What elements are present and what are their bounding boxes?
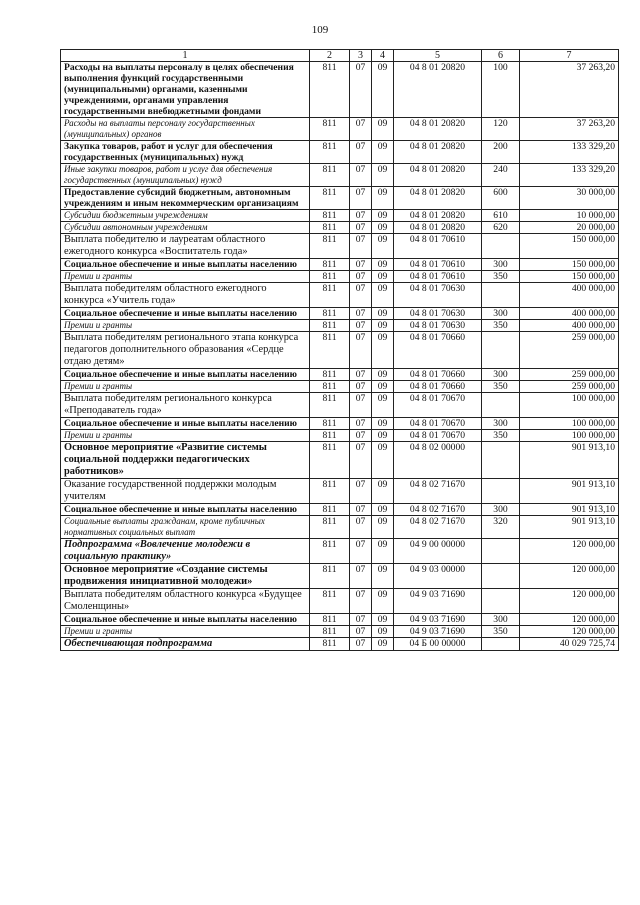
- target-article-cell: 04 8 01 70670: [394, 430, 482, 442]
- expense-type-cell: [482, 234, 520, 259]
- table-header-row: [61, 50, 619, 62]
- target-article-cell: 04 8 01 70670: [394, 418, 482, 430]
- subsection-cell: 09: [372, 589, 394, 614]
- row-name-cell: Социальное обеспечение и иные выплаты населению: [61, 418, 310, 430]
- amount-cell: 120 000,00: [520, 626, 619, 638]
- code-cell: 811: [310, 442, 350, 479]
- expense-type-cell: 350: [482, 381, 520, 393]
- section-cell: 07: [350, 332, 372, 369]
- row-name-cell: Иные закупки товаров, работ и услуг для обеспечения государственных (муниципальных) нужд: [61, 164, 310, 187]
- code-cell: 811: [310, 638, 350, 651]
- target-article-cell: 04 8 01 20820: [394, 118, 482, 141]
- section-cell: 07: [350, 210, 372, 222]
- code-cell: 811: [310, 234, 350, 259]
- section-cell: 07: [350, 589, 372, 614]
- table-row: [61, 332, 619, 369]
- expense-type-cell: 350: [482, 320, 520, 332]
- section-cell: 07: [350, 614, 372, 626]
- subsection-cell: 09: [372, 271, 394, 283]
- expense-type-cell: 200: [482, 141, 520, 164]
- expense-type-cell: [482, 393, 520, 418]
- amount-cell: 901 913,10: [520, 516, 619, 539]
- target-article-cell: 04 Б 00 00000: [394, 638, 482, 651]
- subsection-cell: 09: [372, 504, 394, 516]
- expense-type-cell: 620: [482, 222, 520, 234]
- row-name-cell: Закупка товаров, работ и услуг для обеспечения государственных (муниципальных) нужд: [61, 141, 310, 164]
- code-cell: 811: [310, 62, 350, 118]
- code-cell: 811: [310, 164, 350, 187]
- subsection-cell: 09: [372, 164, 394, 187]
- target-article-cell: 04 8 01 70630: [394, 320, 482, 332]
- code-cell: 811: [310, 308, 350, 320]
- amount-cell: 901 913,10: [520, 442, 619, 479]
- row-name-cell: Обеспечивающая подпрограмма: [61, 638, 310, 651]
- row-name-cell: Подпрограмма «Вовлечение молодежи в социальную практику»: [61, 539, 310, 564]
- code-cell: 811: [310, 589, 350, 614]
- section-cell: 07: [350, 141, 372, 164]
- section-cell: 07: [350, 418, 372, 430]
- table-row: [61, 222, 619, 234]
- amount-cell: 30 000,00: [520, 187, 619, 210]
- code-cell: 811: [310, 141, 350, 164]
- target-article-cell: 04 9 03 71690: [394, 614, 482, 626]
- table-row: [61, 539, 619, 564]
- subsection-cell: 09: [372, 222, 394, 234]
- section-cell: 07: [350, 320, 372, 332]
- row-name-cell: Социальное обеспечение и иные выплаты населению: [61, 504, 310, 516]
- column-header: 7: [520, 50, 619, 62]
- expense-type-cell: 300: [482, 259, 520, 271]
- table-row: [61, 62, 619, 118]
- column-header: 1: [61, 50, 310, 62]
- target-article-cell: 04 8 02 71670: [394, 516, 482, 539]
- expense-type-cell: 300: [482, 614, 520, 626]
- amount-cell: 10 000,00: [520, 210, 619, 222]
- row-name-cell: Основное мероприятие «Создание системы продвижения инициативной молодежи»: [61, 564, 310, 589]
- section-cell: 07: [350, 564, 372, 589]
- amount-cell: 100 000,00: [520, 393, 619, 418]
- table-row: [61, 393, 619, 418]
- code-cell: 811: [310, 271, 350, 283]
- amount-cell: 120 000,00: [520, 589, 619, 614]
- row-name-cell: Основное мероприятие «Развитие системы социальной поддержки педагогических работников»: [61, 442, 310, 479]
- code-cell: 811: [310, 118, 350, 141]
- section-cell: 07: [350, 259, 372, 271]
- table-row: [61, 516, 619, 539]
- target-article-cell: 04 8 01 70630: [394, 308, 482, 320]
- target-article-cell: 04 8 01 70610: [394, 259, 482, 271]
- amount-cell: 100 000,00: [520, 430, 619, 442]
- expense-type-cell: 240: [482, 164, 520, 187]
- row-name-cell: Предоставление субсидий бюджетным, автономным учреждениям и иным некоммерческим организациям: [61, 187, 310, 210]
- code-cell: 811: [310, 614, 350, 626]
- row-name-cell: Выплата победителям регионального конкурса «Преподаватель года»: [61, 393, 310, 418]
- code-cell: 811: [310, 332, 350, 369]
- subsection-cell: 09: [372, 381, 394, 393]
- expense-type-cell: [482, 479, 520, 504]
- target-article-cell: 04 8 01 20820: [394, 62, 482, 118]
- table-row: [61, 418, 619, 430]
- table-row: [61, 626, 619, 638]
- expense-type-cell: 610: [482, 210, 520, 222]
- subsection-cell: 09: [372, 418, 394, 430]
- amount-cell: 150 000,00: [520, 259, 619, 271]
- subsection-cell: 09: [372, 62, 394, 118]
- table-row: [61, 283, 619, 308]
- column-header: 6: [482, 50, 520, 62]
- row-name-cell: Выплата победителям областного ежегодного конкурса «Учитель года»: [61, 283, 310, 308]
- amount-cell: 120 000,00: [520, 539, 619, 564]
- row-name-cell: Социальное обеспечение и иные выплаты населению: [61, 308, 310, 320]
- row-name-cell: Социальное обеспечение и иные выплаты населению: [61, 614, 310, 626]
- section-cell: 07: [350, 164, 372, 187]
- subsection-cell: 09: [372, 638, 394, 651]
- amount-cell: 37 263,20: [520, 62, 619, 118]
- expense-type-cell: 320: [482, 516, 520, 539]
- page-number: 109: [311, 24, 329, 36]
- amount-cell: 901 913,10: [520, 504, 619, 516]
- table-row: [61, 271, 619, 283]
- code-cell: 811: [310, 283, 350, 308]
- budget-table: [60, 49, 619, 651]
- section-cell: 07: [350, 62, 372, 118]
- row-name-cell: Социальное обеспечение и иные выплаты населению: [61, 259, 310, 271]
- subsection-cell: 09: [372, 259, 394, 271]
- code-cell: 811: [310, 320, 350, 332]
- expense-type-cell: 300: [482, 369, 520, 381]
- row-name-cell: Выплата победителю и лауреатам областного ежегодного конкурса «Воспитатель года»: [61, 234, 310, 259]
- amount-cell: 400 000,00: [520, 308, 619, 320]
- section-cell: 07: [350, 442, 372, 479]
- amount-cell: 120 000,00: [520, 614, 619, 626]
- column-header: 4: [372, 50, 394, 62]
- expense-type-cell: 350: [482, 430, 520, 442]
- section-cell: 07: [350, 479, 372, 504]
- code-cell: 811: [310, 222, 350, 234]
- code-cell: 811: [310, 187, 350, 210]
- table-row: [61, 234, 619, 259]
- target-article-cell: 04 8 01 70670: [394, 393, 482, 418]
- section-cell: 07: [350, 283, 372, 308]
- section-cell: 07: [350, 118, 372, 141]
- table-row: [61, 210, 619, 222]
- row-name-cell: Субсидии автономным учреждениям: [61, 222, 310, 234]
- column-header: 3: [350, 50, 372, 62]
- row-name-cell: Премии и гранты: [61, 626, 310, 638]
- section-cell: 07: [350, 430, 372, 442]
- amount-cell: 259 000,00: [520, 381, 619, 393]
- table-row: [61, 381, 619, 393]
- target-article-cell: 04 9 00 00000: [394, 539, 482, 564]
- table-row: [61, 504, 619, 516]
- expense-type-cell: 300: [482, 418, 520, 430]
- expense-type-cell: 100: [482, 62, 520, 118]
- section-cell: 07: [350, 638, 372, 651]
- expense-type-cell: 120: [482, 118, 520, 141]
- code-cell: 811: [310, 393, 350, 418]
- code-cell: 811: [310, 210, 350, 222]
- section-cell: 07: [350, 234, 372, 259]
- subsection-cell: 09: [372, 234, 394, 259]
- code-cell: 811: [310, 418, 350, 430]
- column-header: 2: [310, 50, 350, 62]
- target-article-cell: 04 9 03 71690: [394, 626, 482, 638]
- row-name-cell: Премии и гранты: [61, 381, 310, 393]
- code-cell: 811: [310, 564, 350, 589]
- table-row: [61, 589, 619, 614]
- amount-cell: 259 000,00: [520, 369, 619, 381]
- section-cell: 07: [350, 504, 372, 516]
- row-name-cell: Социальное обеспечение и иные выплаты населению: [61, 369, 310, 381]
- code-cell: 811: [310, 504, 350, 516]
- row-name-cell: Субсидии бюджетным учреждениям: [61, 210, 310, 222]
- table-row: [61, 164, 619, 187]
- table-row: [61, 479, 619, 504]
- code-cell: 811: [310, 430, 350, 442]
- subsection-cell: 09: [372, 187, 394, 210]
- table-row: [61, 118, 619, 141]
- target-article-cell: 04 8 01 20820: [394, 187, 482, 210]
- target-article-cell: 04 8 01 70630: [394, 283, 482, 308]
- amount-cell: 259 000,00: [520, 332, 619, 369]
- table-row: [61, 369, 619, 381]
- subsection-cell: 09: [372, 332, 394, 369]
- row-name-cell: Социальные выплаты гражданам, кроме публичных нормативных социальных выплат: [61, 516, 310, 539]
- subsection-cell: 09: [372, 283, 394, 308]
- table-row: [61, 430, 619, 442]
- expense-type-cell: 300: [482, 308, 520, 320]
- row-name-cell: Расходы на выплаты персоналу государственных (муниципальных) органов: [61, 118, 310, 141]
- code-cell: 811: [310, 259, 350, 271]
- expense-type-cell: [482, 283, 520, 308]
- target-article-cell: 04 8 01 20820: [394, 210, 482, 222]
- subsection-cell: 09: [372, 479, 394, 504]
- subsection-cell: 09: [372, 118, 394, 141]
- expense-type-cell: 300: [482, 504, 520, 516]
- subsection-cell: 09: [372, 141, 394, 164]
- target-article-cell: 04 8 01 70610: [394, 234, 482, 259]
- target-article-cell: 04 8 02 71670: [394, 504, 482, 516]
- table-row: [61, 187, 619, 210]
- section-cell: 07: [350, 516, 372, 539]
- expense-type-cell: [482, 442, 520, 479]
- table-row: [61, 442, 619, 479]
- target-article-cell: 04 8 01 70610: [394, 271, 482, 283]
- expense-type-cell: [482, 638, 520, 651]
- section-cell: 07: [350, 222, 372, 234]
- amount-cell: 150 000,00: [520, 234, 619, 259]
- subsection-cell: 09: [372, 516, 394, 539]
- subsection-cell: 09: [372, 564, 394, 589]
- code-cell: 811: [310, 369, 350, 381]
- target-article-cell: 04 8 01 70660: [394, 332, 482, 369]
- row-name-cell: Выплата победителям регионального этапа конкурса педагогов дополнительного образования «Сердце отдаю детям»: [61, 332, 310, 369]
- expense-type-cell: 600: [482, 187, 520, 210]
- amount-cell: 150 000,00: [520, 271, 619, 283]
- section-cell: 07: [350, 308, 372, 320]
- section-cell: 07: [350, 626, 372, 638]
- row-name-cell: Премии и гранты: [61, 430, 310, 442]
- table-row: [61, 308, 619, 320]
- code-cell: 811: [310, 479, 350, 504]
- subsection-cell: 09: [372, 308, 394, 320]
- code-cell: 811: [310, 516, 350, 539]
- subsection-cell: 09: [372, 626, 394, 638]
- amount-cell: 400 000,00: [520, 320, 619, 332]
- target-article-cell: 04 8 02 71670: [394, 479, 482, 504]
- subsection-cell: 09: [372, 539, 394, 564]
- code-cell: 811: [310, 626, 350, 638]
- section-cell: 07: [350, 381, 372, 393]
- target-article-cell: 04 8 01 20820: [394, 141, 482, 164]
- table-row: [61, 614, 619, 626]
- section-cell: 07: [350, 187, 372, 210]
- column-header: 5: [394, 50, 482, 62]
- subsection-cell: 09: [372, 442, 394, 479]
- amount-cell: 133 329,20: [520, 164, 619, 187]
- amount-cell: 133 329,20: [520, 141, 619, 164]
- amount-cell: 37 263,20: [520, 118, 619, 141]
- amount-cell: 120 000,00: [520, 564, 619, 589]
- target-article-cell: 04 8 01 20820: [394, 222, 482, 234]
- table-row: [61, 259, 619, 271]
- amount-cell: 901 913,10: [520, 479, 619, 504]
- subsection-cell: 09: [372, 393, 394, 418]
- target-article-cell: 04 8 02 00000: [394, 442, 482, 479]
- subsection-cell: 09: [372, 614, 394, 626]
- section-cell: 07: [350, 369, 372, 381]
- expense-type-cell: [482, 332, 520, 369]
- row-name-cell: Премии и гранты: [61, 320, 310, 332]
- target-article-cell: 04 8 01 20820: [394, 164, 482, 187]
- subsection-cell: 09: [372, 210, 394, 222]
- subsection-cell: 09: [372, 430, 394, 442]
- section-cell: 07: [350, 539, 372, 564]
- row-name-cell: Премии и гранты: [61, 271, 310, 283]
- target-article-cell: 04 9 03 71690: [394, 589, 482, 614]
- expense-type-cell: [482, 539, 520, 564]
- amount-cell: 20 000,00: [520, 222, 619, 234]
- expense-type-cell: [482, 589, 520, 614]
- row-name-cell: Выплата победителям областного конкурса «Будущее Смоленщины»: [61, 589, 310, 614]
- row-name-cell: Оказание государственной поддержки молодым учителям: [61, 479, 310, 504]
- section-cell: 07: [350, 393, 372, 418]
- target-article-cell: 04 8 01 70660: [394, 381, 482, 393]
- code-cell: 811: [310, 381, 350, 393]
- amount-cell: 400 000,00: [520, 283, 619, 308]
- table-row: [61, 141, 619, 164]
- target-article-cell: 04 9 03 00000: [394, 564, 482, 589]
- table-row: [61, 320, 619, 332]
- section-cell: 07: [350, 271, 372, 283]
- amount-cell: 100 000,00: [520, 418, 619, 430]
- expense-type-cell: 350: [482, 626, 520, 638]
- row-name-cell: Расходы на выплаты персоналу в целях обеспечения выполнения функций государственными (муниципальными) органами, казенными учреждениями, органами управления государственными внебюджетными фондами: [61, 62, 310, 118]
- expense-type-cell: 350: [482, 271, 520, 283]
- subsection-cell: 09: [372, 369, 394, 381]
- amount-cell: 40 029 725,74: [520, 638, 619, 651]
- expense-type-cell: [482, 564, 520, 589]
- code-cell: 811: [310, 539, 350, 564]
- subsection-cell: 09: [372, 320, 394, 332]
- target-article-cell: 04 8 01 70660: [394, 369, 482, 381]
- table-row: [61, 638, 619, 651]
- table-row: [61, 564, 619, 589]
